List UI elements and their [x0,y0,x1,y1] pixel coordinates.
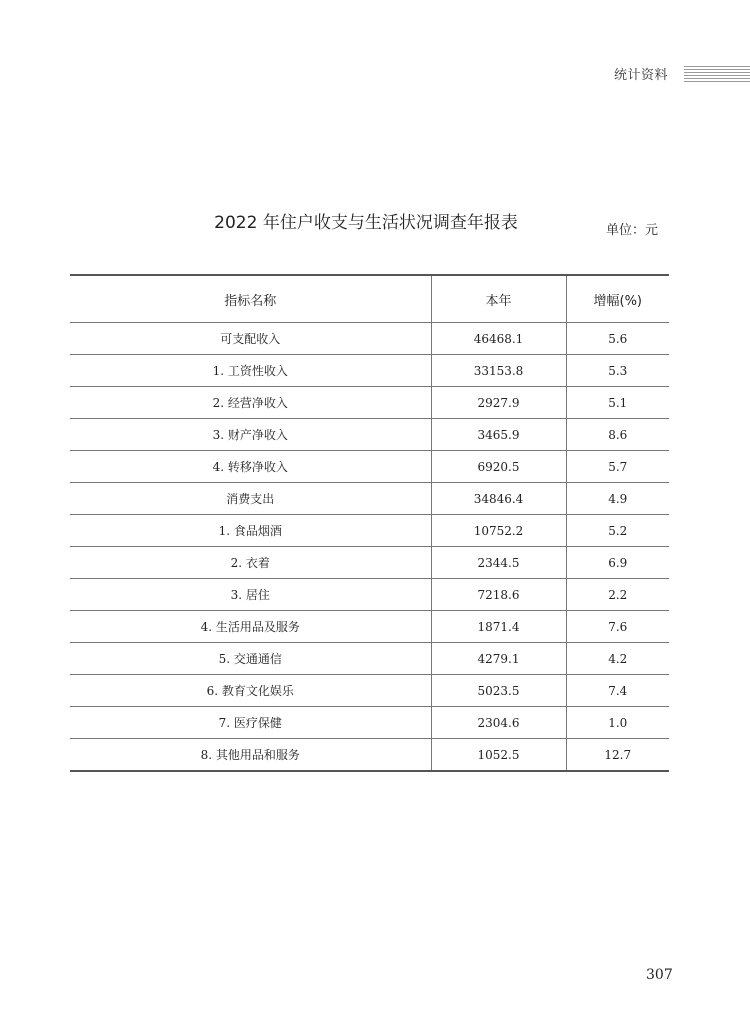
growth-cell: 4.2 [566,643,669,675]
indicator-cell: 可支配收入 [70,323,431,355]
unit-label: 单位：元 [606,223,659,238]
header-decoration-lines [684,66,750,82]
table-row [70,739,669,772]
column-header-growth: 增幅(%) [566,275,669,323]
indicator-cell: 4. 生活用品及服务 [70,611,431,643]
indicator-cell: 5. 交通通信 [70,643,431,675]
column-header-current-year: 本年 [431,275,566,323]
value-cell: 1871.4 [431,611,566,643]
table-row [70,451,669,483]
table-row [70,579,669,611]
value-cell: 10752.2 [431,515,566,547]
indicator-cell: 6. 教育文化娱乐 [70,675,431,707]
growth-cell: 5.6 [566,323,669,355]
table-row [70,643,669,675]
growth-cell: 5.3 [566,355,669,387]
value-cell: 7218.6 [431,579,566,611]
value-cell: 6920.5 [431,451,566,483]
indicator-cell: 3. 财产净收入 [70,419,431,451]
column-header-indicator: 指标名称 [70,275,431,323]
growth-cell: 7.4 [566,675,669,707]
table-row [70,387,669,419]
page-number: 307 [646,967,673,983]
table-row [70,611,669,643]
value-cell: 1052.5 [431,739,566,772]
growth-cell: 5.1 [566,387,669,419]
value-cell: 2927.9 [431,387,566,419]
section-header: 统计资料 [614,68,669,83]
value-cell: 5023.5 [431,675,566,707]
table-row [70,547,669,579]
value-cell: 33153.8 [431,355,566,387]
value-cell: 2304.6 [431,707,566,739]
table-header-row [70,275,669,323]
table-row [70,355,669,387]
growth-cell: 5.7 [566,451,669,483]
value-cell: 2344.5 [431,547,566,579]
indicator-cell: 2. 衣着 [70,547,431,579]
table-row [70,323,669,355]
growth-cell: 12.7 [566,739,669,772]
growth-cell: 6.9 [566,547,669,579]
growth-cell: 8.6 [566,419,669,451]
table-row [70,483,669,515]
indicator-cell: 2. 经营净收入 [70,387,431,419]
growth-cell: 2.2 [566,579,669,611]
value-cell: 4279.1 [431,643,566,675]
indicator-cell: 4. 转移净收入 [70,451,431,483]
table-row [70,419,669,451]
growth-cell: 7.6 [566,611,669,643]
indicator-cell: 8. 其他用品和服务 [200,748,300,762]
growth-cell: 1.0 [566,707,669,739]
value-cell: 3465.9 [431,419,566,451]
growth-cell: 4.9 [566,483,669,515]
value-cell: 46468.1 [431,323,566,355]
report-title-text: 2022 年住户收支与生活状况调查年报表 [214,213,518,233]
report-table [70,274,669,772]
indicator-cell: 3. 居住 [70,579,431,611]
table-row [70,675,669,707]
table-row [70,515,669,547]
indicator-cell: 消费支出 [70,483,431,515]
indicator-cell: 1. 食品烟酒 [70,515,431,547]
indicator-cell: 1. 工资性收入 [70,355,431,387]
table-row [70,707,669,739]
value-cell: 34846.4 [431,483,566,515]
indicator-cell: 7. 医疗保健 [70,707,431,739]
growth-cell: 5.2 [566,515,669,547]
